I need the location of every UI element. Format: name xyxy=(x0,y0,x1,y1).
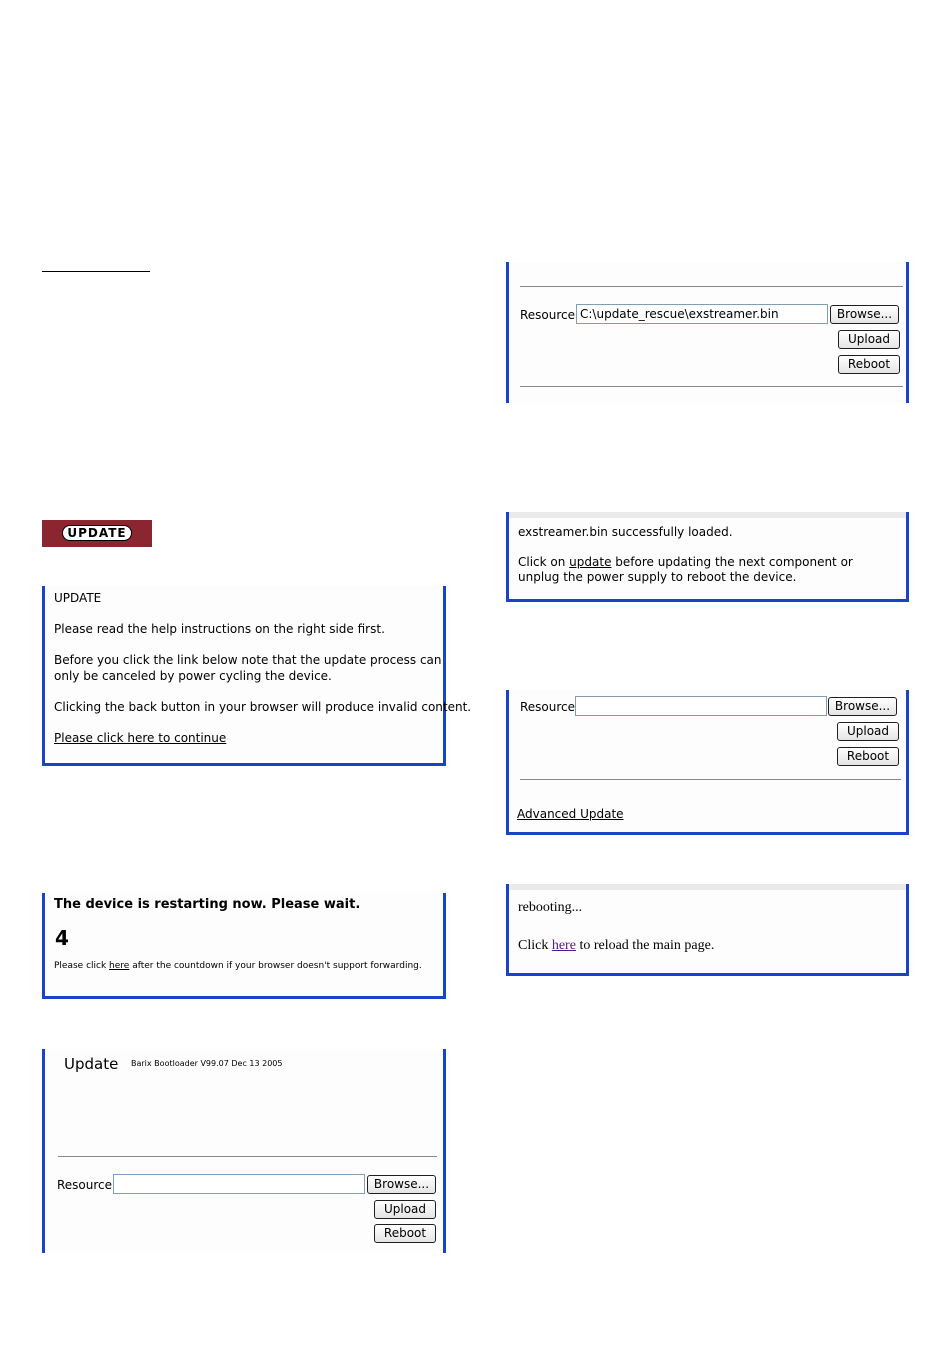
bootloader-browse-button[interactable]: Browse... xyxy=(367,1175,436,1194)
intro-line1: Please read the help instructions on the right side first. xyxy=(54,622,385,636)
advanced-upload-button[interactable]: Upload xyxy=(837,722,899,741)
loaded-line-after: before updating the next component or xyxy=(611,555,853,569)
loaded-message: exstreamer.bin successfully loaded. xyxy=(518,525,733,539)
restart-note-after: after the countdown if your browser doesn't support forwarding. xyxy=(129,961,422,971)
bootloader-panel xyxy=(42,1049,446,1253)
intro-title: UPDATE xyxy=(54,591,102,605)
advanced-divider xyxy=(520,779,901,780)
loaded-line2: unplug the power supply to reboot the device. xyxy=(518,570,797,584)
bootloader-title: Update xyxy=(64,1055,119,1073)
rebooting-line-after: to reload the main page. xyxy=(575,938,715,953)
bootloader-resource-input[interactable] xyxy=(113,1174,365,1194)
intro-panel xyxy=(42,586,472,766)
file-divider-top xyxy=(520,286,903,287)
bootloader-resource-label: Resource xyxy=(57,1178,113,1192)
intro-line3: Clicking the back button in your browser will produce invalid content. xyxy=(54,700,472,714)
advanced-browse-button[interactable]: Browse... xyxy=(828,697,897,716)
intro-line2b: only be canceled by power cycling the device. xyxy=(54,669,332,683)
continue-link[interactable]: Please click here to continue xyxy=(54,731,227,745)
advanced-panel xyxy=(506,690,909,835)
loaded-update-link[interactable]: update xyxy=(569,555,612,569)
restart-note-before: Please click xyxy=(54,961,110,971)
file-reboot-button[interactable]: Reboot xyxy=(838,355,900,374)
file-browse-button[interactable]: Browse... xyxy=(830,305,899,324)
bootloader-upload-button[interactable]: Upload xyxy=(374,1200,436,1219)
file-resource-label: Resource xyxy=(520,308,576,322)
file-upload-button[interactable]: Upload xyxy=(838,330,900,349)
countdown: 4 xyxy=(55,926,69,950)
rebooting-line-before: Click xyxy=(518,938,552,953)
restart-title: The device is restarting now. Please wait. xyxy=(54,897,361,912)
bootloader-divider xyxy=(58,1156,437,1157)
loaded-panel xyxy=(506,512,909,602)
rebooting-panel xyxy=(506,884,909,976)
bootloader-reboot-button[interactable]: Reboot xyxy=(374,1224,436,1243)
update-badge-pill xyxy=(62,525,132,541)
file-divider-bottom xyxy=(520,386,903,387)
rebooting-status: rebooting... xyxy=(518,900,583,915)
advanced-resource-label: Resource xyxy=(520,700,576,714)
loaded-header-fade xyxy=(509,512,906,518)
advanced-update-link[interactable]: Advanced Update xyxy=(517,807,624,821)
restart-here-link[interactable]: here xyxy=(109,961,130,971)
restart-panel xyxy=(42,893,446,999)
loaded-line-before: Click on xyxy=(518,555,570,569)
file-panel xyxy=(506,262,909,403)
file-resource-input[interactable] xyxy=(576,304,828,324)
bootloader-version: Barix Bootloader V99.07 Dec 13 2005 xyxy=(131,1059,283,1068)
rebooting-line xyxy=(518,938,714,954)
update-badge-label: UPDATE xyxy=(67,526,127,540)
advanced-reboot-button[interactable]: Reboot xyxy=(837,747,899,766)
section-underline xyxy=(42,271,150,272)
update-badge[interactable] xyxy=(42,520,152,547)
restart-note xyxy=(54,961,422,972)
rebooting-here-link[interactable]: here xyxy=(551,938,576,953)
loaded-line1 xyxy=(518,555,853,570)
rebooting-header-fade xyxy=(509,884,906,890)
intro-line2a: Before you click the link below note that the update process can xyxy=(54,653,442,667)
advanced-resource-input[interactable] xyxy=(575,696,827,716)
